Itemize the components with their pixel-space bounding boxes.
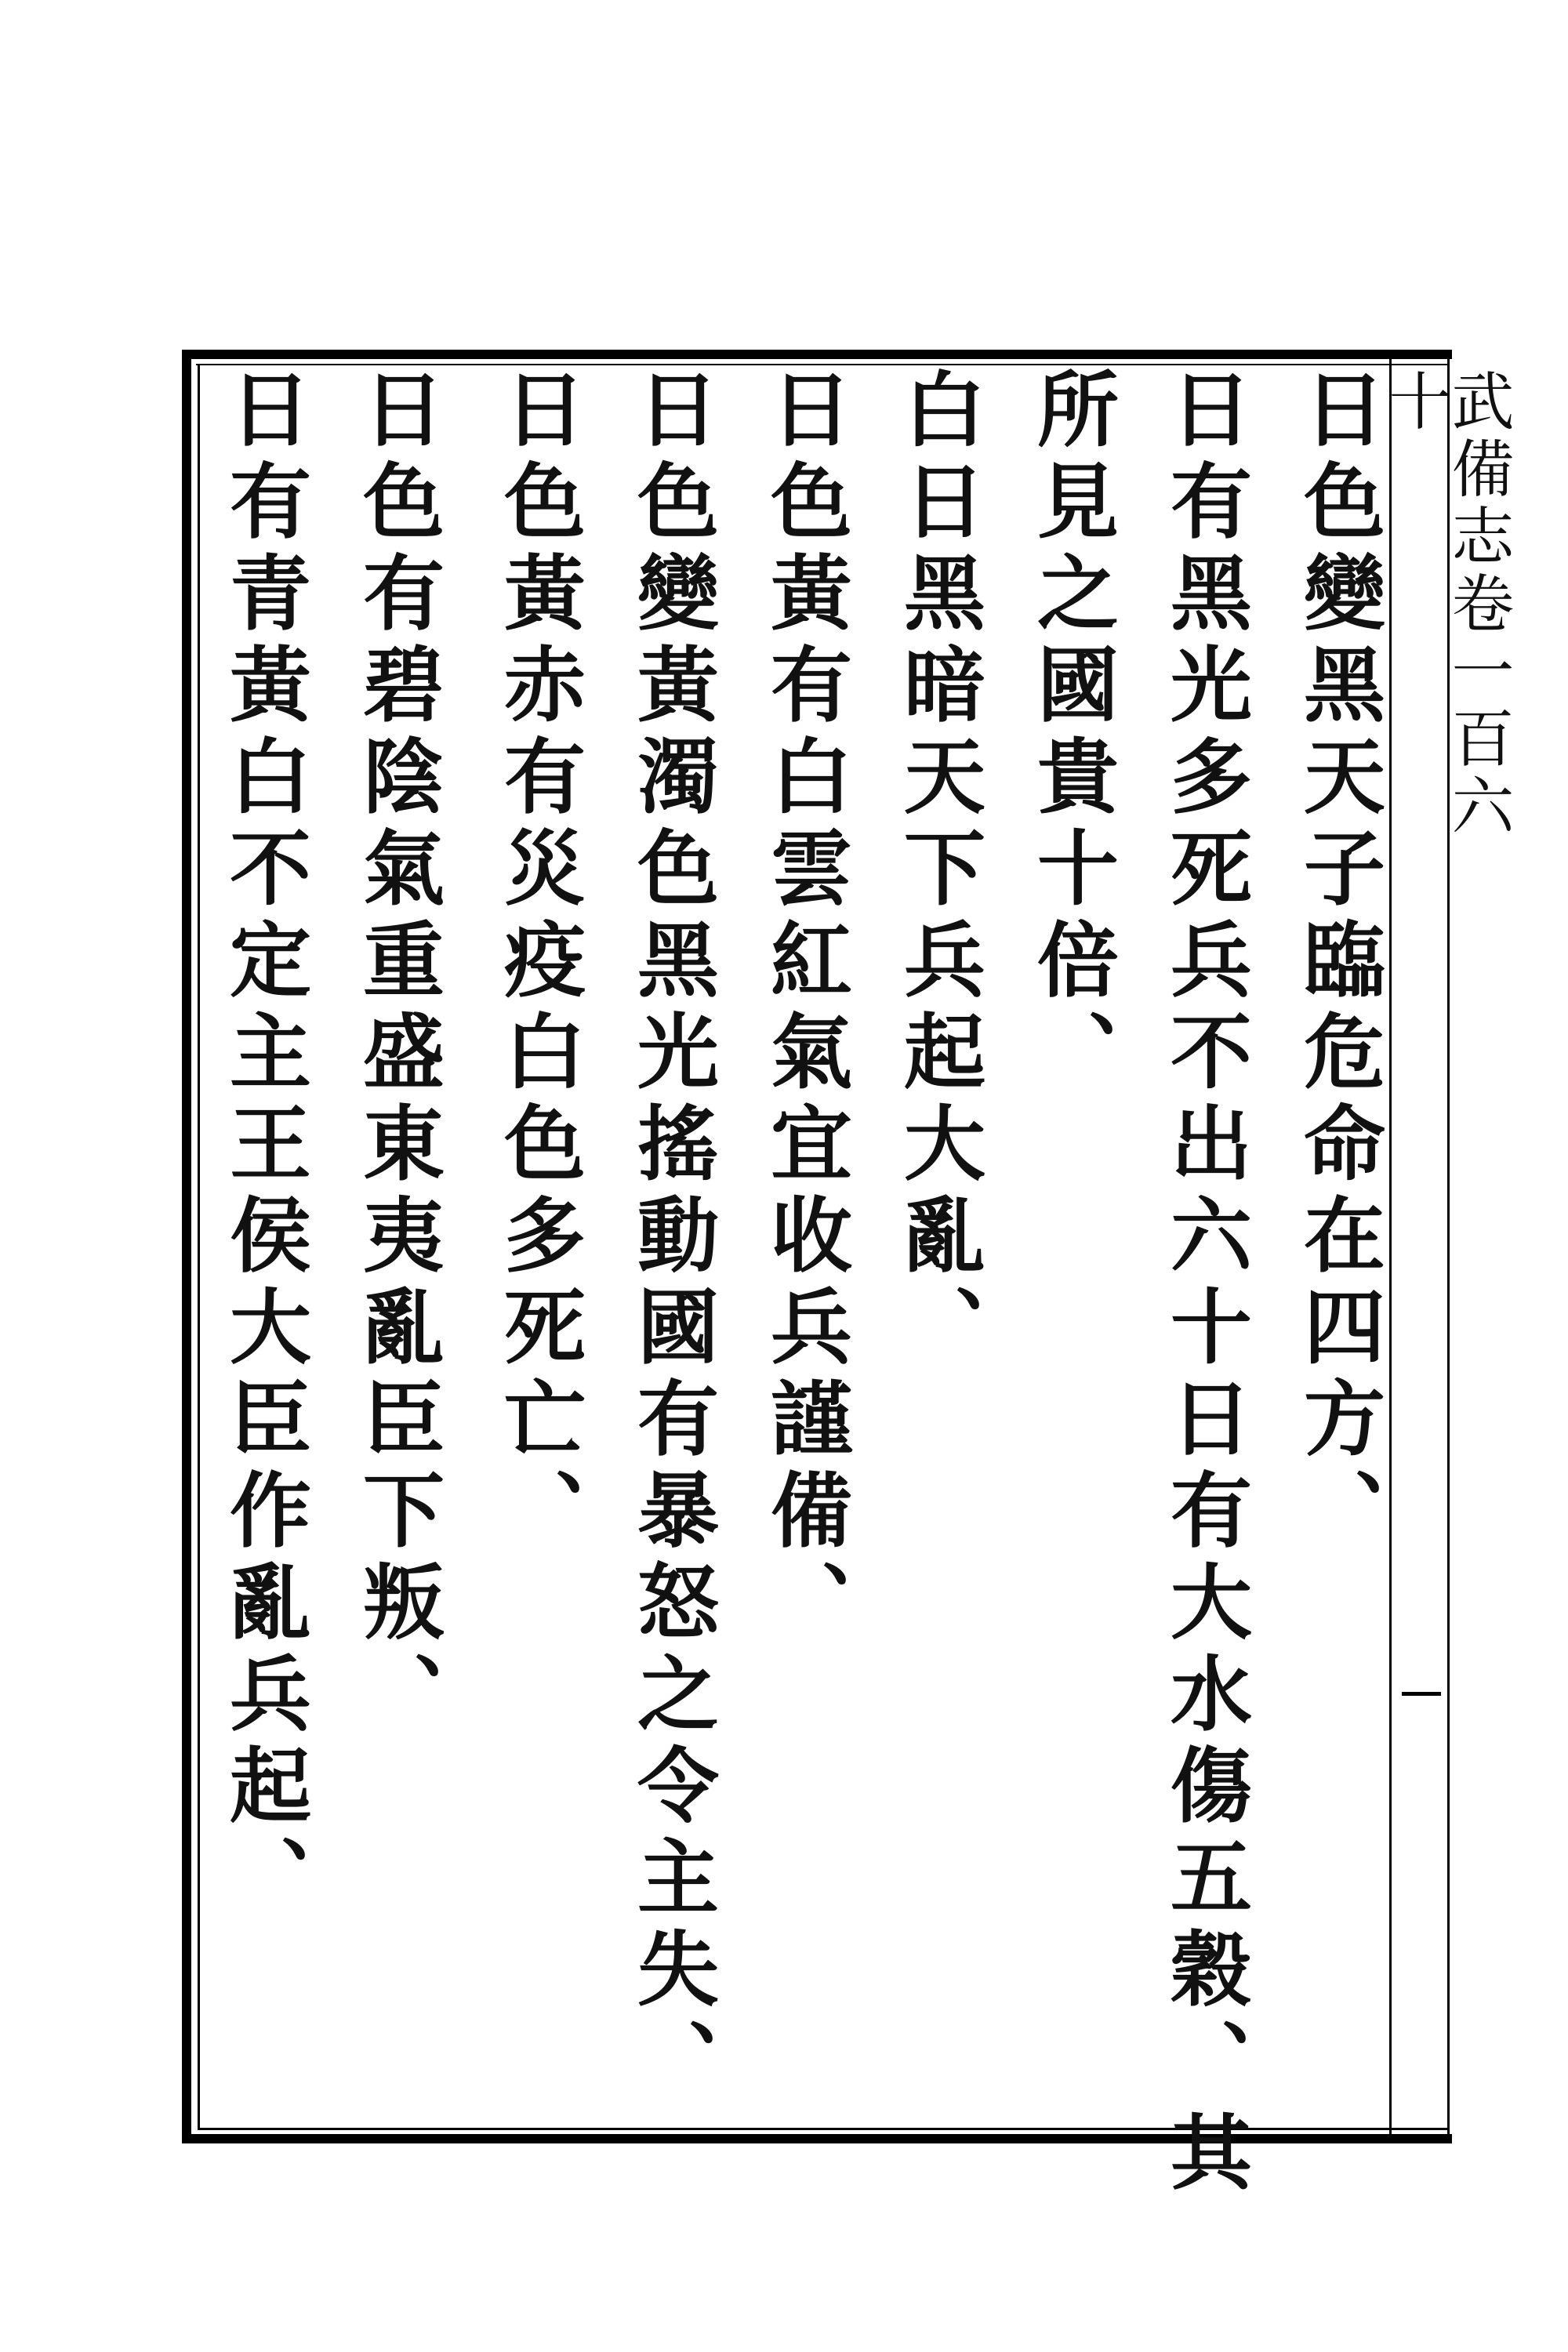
- inner-bottom-rule: [198, 2128, 1449, 2130]
- inner-top-rule: [196, 364, 1449, 365]
- text-column-2: 日有黑光多死兵不出六十日有大水傷五穀、其: [1156, 367, 1253, 2201]
- text-column-7: 日色黃赤有災疫白色多死亡、: [490, 367, 586, 1559]
- text-column-1: 日色變黑天子臨危命在四方、: [1290, 367, 1386, 1559]
- text-column-5: 日色黃有白雲紅氣宜收兵謹備、: [757, 367, 853, 1651]
- text-column-3: 所見之國貴十倍、: [1023, 367, 1120, 1101]
- text-column-9: 日有青黃白不定主王侯大臣作亂兵起、: [216, 367, 312, 1926]
- inner-left-rule: [198, 364, 200, 2129]
- text-column-4: 白日黑暗天下兵起大亂、: [890, 367, 986, 1376]
- fold-fishtail-mark: [1402, 1692, 1441, 1696]
- text-column-6: 日色變黃濁色黑光搖動國有暴怒之令主失、: [623, 367, 720, 2110]
- fold-column: [1378, 368, 1514, 855]
- text-column-8: 日色有碧陰氣重盛東夷亂臣下叛、: [349, 367, 445, 1743]
- fold-title: 武備志卷一百六十: [1378, 368, 1514, 840]
